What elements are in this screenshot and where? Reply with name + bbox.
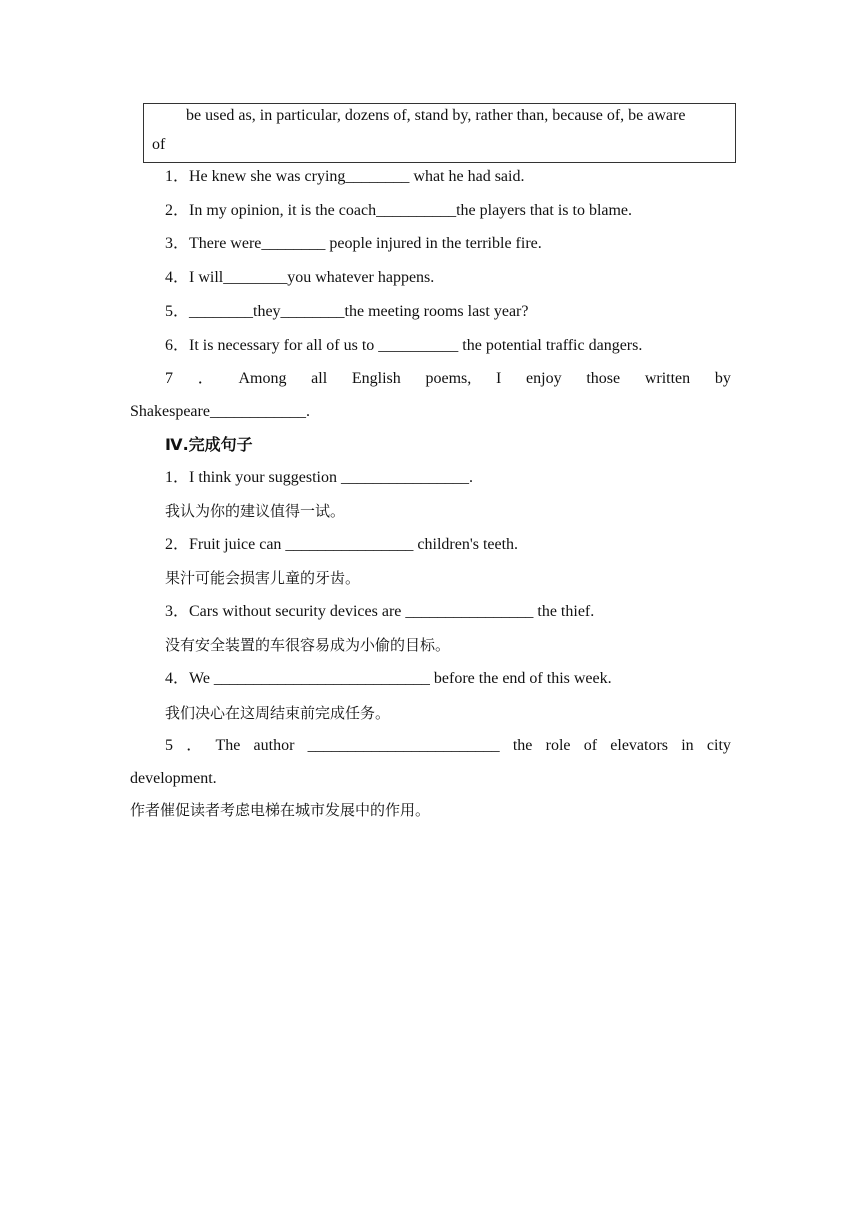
exercise-item-4: 4．I will________you whatever happens.	[165, 269, 435, 286]
exercise-item-7-line-1	[165, 369, 731, 389]
word-bank-box	[143, 103, 736, 163]
sentence-5-english-line-1	[165, 736, 731, 756]
section-heading: Ⅳ.完成句子	[165, 435, 253, 454]
word: poems,	[425, 370, 472, 387]
word: Among	[238, 370, 287, 387]
sentence-4-english: 4．We ___________________________ before the end of this week.	[165, 670, 612, 687]
sentence-1-english: 1．I think your suggestion ________________.	[165, 469, 473, 486]
word: in	[681, 737, 694, 754]
exercise-item-6: 6．It is necessary for all of us to __________ the potential traffic dangers.	[165, 337, 643, 354]
word: elevators	[610, 737, 669, 754]
word: The	[215, 737, 241, 754]
exercise-item-2: 2．In my opinion, it is the coach__________the players that is to blame.	[165, 202, 633, 219]
word: role	[545, 737, 571, 754]
word: of	[583, 737, 598, 754]
word: author	[253, 737, 295, 754]
word: ．	[197, 370, 214, 387]
word: the	[512, 737, 533, 754]
exercise-item-5: 5．________they________the meeting rooms last year?	[165, 303, 529, 320]
word: I	[496, 370, 502, 387]
sentence-2-chinese: 果汁可能会损害儿童的牙齿。	[165, 569, 361, 587]
sentence-3-english: 3．Cars without security devices are ________________ the thief.	[165, 603, 595, 620]
sentence-3-chinese: 没有安全装置的车很容易成为小偷的目标。	[165, 636, 451, 654]
word-bank-line-1: be used as, in particular, dozens of, stand by, rather than, because of, be aware	[186, 107, 686, 124]
exercise-item-1: 1．He knew she was crying________ what he had said.	[165, 168, 525, 185]
word: by	[714, 370, 731, 387]
sentence-5-chinese: 作者催促读者考虑电梯在城市发展中的作用。	[130, 801, 431, 819]
word: city	[706, 737, 731, 754]
exercise-item-7-line-2: Shakespeare____________.	[130, 403, 310, 420]
sentence-5-english-line-2: development.	[130, 770, 217, 787]
word-bank-line-2: of	[152, 136, 166, 153]
sentence-2-english: 2．Fruit juice can ________________ children's teeth.	[165, 536, 519, 553]
word: English	[351, 370, 401, 387]
exercise-item-3: 3．There were________ people injured in the terrible fire.	[165, 235, 542, 252]
sentence-4-chinese: 我们决心在这周结束前完成任务。	[165, 704, 391, 722]
word: ．	[186, 737, 203, 754]
sentence-1-chinese: 我认为你的建议值得一试。	[165, 502, 346, 520]
blank: ________________________	[307, 737, 500, 754]
word: written	[644, 370, 691, 387]
word: enjoy	[526, 370, 562, 387]
word: those	[586, 370, 621, 387]
word: 5	[165, 737, 173, 754]
word: all	[311, 370, 328, 387]
word: 7	[165, 370, 173, 387]
